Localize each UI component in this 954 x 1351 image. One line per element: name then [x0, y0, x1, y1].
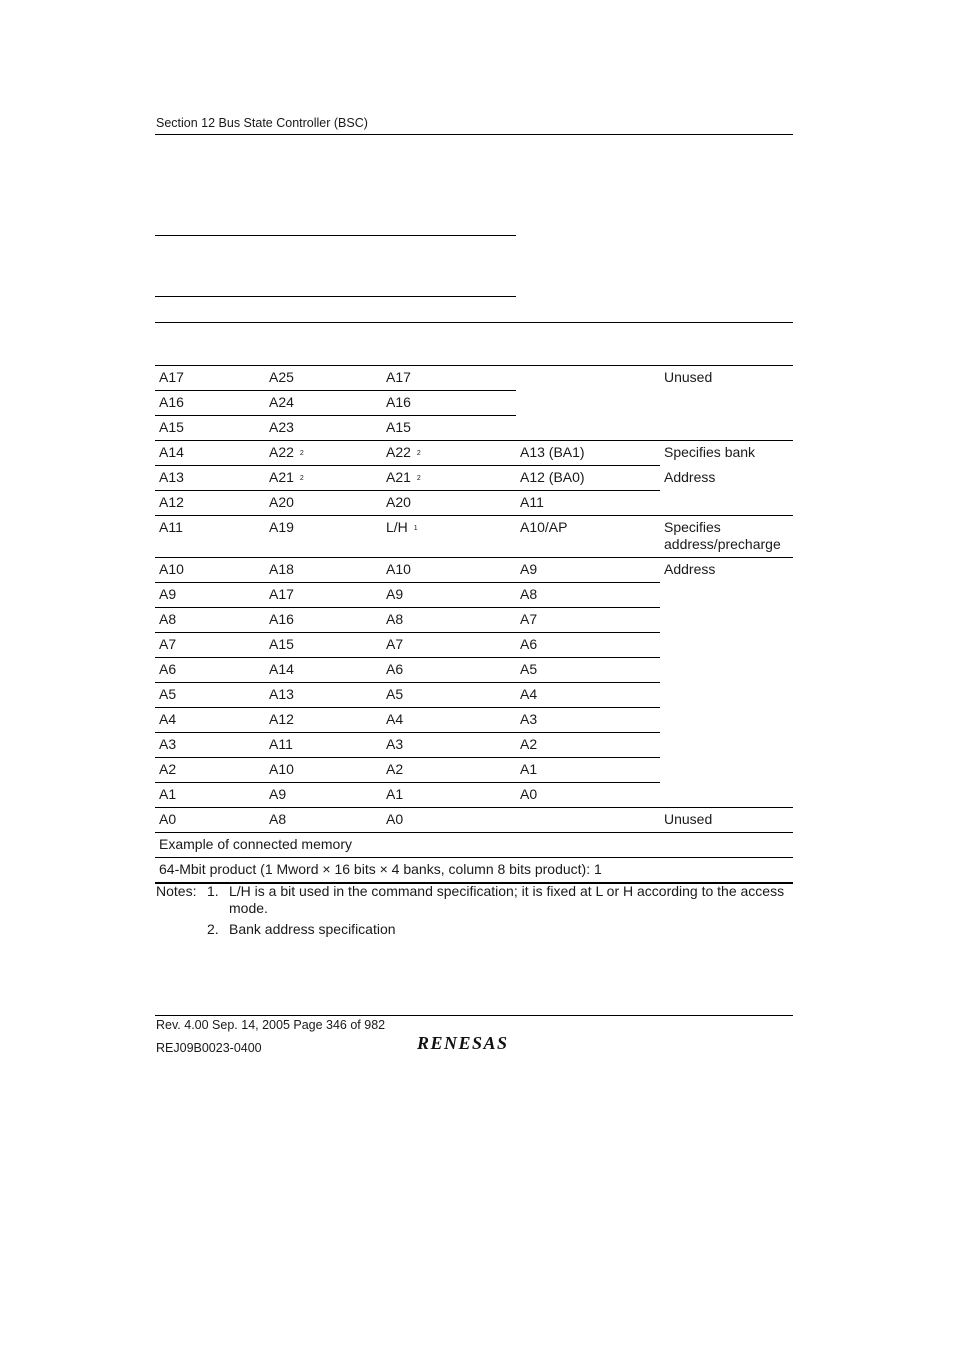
cell: A12 — [155, 491, 265, 516]
address-pin-table — [155, 365, 793, 884]
cell: Address — [660, 466, 793, 516]
cell: A6 — [516, 633, 660, 658]
cell: A20 — [265, 491, 382, 516]
cell: A11 — [155, 516, 265, 558]
note-ref: 1 — [413, 525, 418, 532]
example-product: 64-Mbit product (1 Mword × 16 bits × 4 banks, column 8 bits product): 1 — [155, 858, 793, 884]
cell: A22 $^2$ — [382, 441, 516, 466]
cell: A15 — [265, 633, 382, 658]
table-row — [155, 516, 793, 558]
cell: A3 — [155, 733, 265, 758]
page-header: Section 12 Bus State Controller (BSC) — [156, 116, 368, 130]
cell: A12 — [265, 708, 382, 733]
table-notes — [156, 883, 793, 942]
cell: A9 — [265, 783, 382, 808]
footer-revision: Rev. 4.00 Sep. 14, 2005 Page 346 of 982 — [156, 1018, 386, 1032]
cell: A10 — [265, 758, 382, 783]
table-row — [155, 833, 793, 858]
cell: A10/AP — [516, 516, 660, 558]
table-row — [155, 858, 793, 884]
svg-text:RENESAS: RENESAS — [417, 1033, 509, 1053]
notes-label: Notes: — [156, 883, 197, 899]
cell: A11 — [265, 733, 382, 758]
cell: A16 — [265, 608, 382, 633]
cell: A23 — [265, 416, 382, 441]
renesas-logo — [417, 1032, 535, 1059]
note-number: 1. — [207, 883, 219, 899]
example-label: Example of connected memory — [155, 833, 793, 858]
cell: A7 — [155, 633, 265, 658]
cell: A0 — [516, 783, 660, 808]
cell: A17 — [155, 366, 265, 391]
cell: A6 — [155, 658, 265, 683]
cell: Unused — [660, 808, 793, 833]
note-text: L/H is a bit used in the command specification; it is fixed at L or H according to the access mode. — [229, 883, 785, 916]
cell: A13 (BA1) — [516, 441, 660, 466]
table-row — [155, 466, 793, 491]
cell: A5 — [516, 658, 660, 683]
cell: A0 — [382, 808, 516, 833]
cell: Address — [660, 558, 793, 808]
cell: A15 — [155, 416, 265, 441]
cell: A2 — [516, 733, 660, 758]
cell: A13 — [155, 466, 265, 491]
cell: A3 — [516, 708, 660, 733]
cell: A12 (BA0) — [516, 466, 660, 491]
cell: A9 — [155, 583, 265, 608]
cell: A13 — [265, 683, 382, 708]
cell: A15 — [382, 416, 516, 441]
header-rule — [155, 134, 793, 135]
cell: A5 — [155, 683, 265, 708]
cell: A21 $^2$ — [265, 466, 382, 491]
cell: A7 — [382, 633, 516, 658]
cell: A19 — [265, 516, 382, 558]
cell: A25 — [265, 366, 382, 391]
cell: A8 — [155, 608, 265, 633]
footer-rule — [155, 1015, 793, 1016]
cell: A4 — [516, 683, 660, 708]
table-row — [155, 441, 793, 466]
cell: A0 — [155, 808, 265, 833]
note-item — [156, 883, 793, 917]
table-row — [155, 808, 793, 833]
cell: A8 — [265, 808, 382, 833]
cell: L/H $^1$ — [382, 516, 516, 558]
cell: A2 — [155, 758, 265, 783]
cell: A17 — [382, 366, 516, 391]
cell: A16 — [155, 391, 265, 416]
table-row — [155, 366, 793, 391]
cell: A7 — [516, 608, 660, 633]
footer-doc-number: REJ09B0023-0400 — [156, 1041, 262, 1055]
table-mid-rule-left — [155, 296, 516, 297]
table-row — [155, 558, 793, 583]
cell: A2 — [382, 758, 516, 783]
cell: A10 — [155, 558, 265, 583]
cell: A18 — [265, 558, 382, 583]
cell: A17 — [265, 583, 382, 608]
note-item — [156, 921, 793, 938]
cell: Specifies bank — [660, 441, 793, 466]
cell: A1 — [155, 783, 265, 808]
note-ref: 2 — [299, 475, 304, 482]
cell: A5 — [382, 683, 516, 708]
cell: A10 — [382, 558, 516, 583]
cell: A8 — [382, 608, 516, 633]
note-number: 2. — [207, 921, 219, 937]
cell: A8 — [516, 583, 660, 608]
cell: A22 $^2$ — [265, 441, 382, 466]
cell: A6 — [382, 658, 516, 683]
cell — [516, 366, 660, 441]
cell: A11 — [516, 491, 660, 516]
cell: Unused — [660, 366, 793, 441]
table-head-rule — [155, 322, 793, 323]
cell: A24 — [265, 391, 382, 416]
cell: Specifies address/precharge — [660, 516, 793, 558]
table-top-rule-left — [155, 235, 516, 236]
cell: A9 — [516, 558, 660, 583]
cell: A9 — [382, 583, 516, 608]
cell: A1 — [382, 783, 516, 808]
cell: A1 — [516, 758, 660, 783]
cell: A4 — [382, 708, 516, 733]
cell — [516, 808, 660, 833]
cell: A16 — [382, 391, 516, 416]
cell: A14 — [155, 441, 265, 466]
note-ref: 2 — [416, 475, 421, 482]
cell: A14 — [265, 658, 382, 683]
cell: A3 — [382, 733, 516, 758]
note-text: Bank address specification — [229, 921, 396, 937]
cell: A20 — [382, 491, 516, 516]
cell: A21 $^2$ — [382, 466, 516, 491]
cell: A4 — [155, 708, 265, 733]
note-ref: 2 — [416, 450, 421, 457]
note-ref: 2 — [299, 450, 304, 457]
